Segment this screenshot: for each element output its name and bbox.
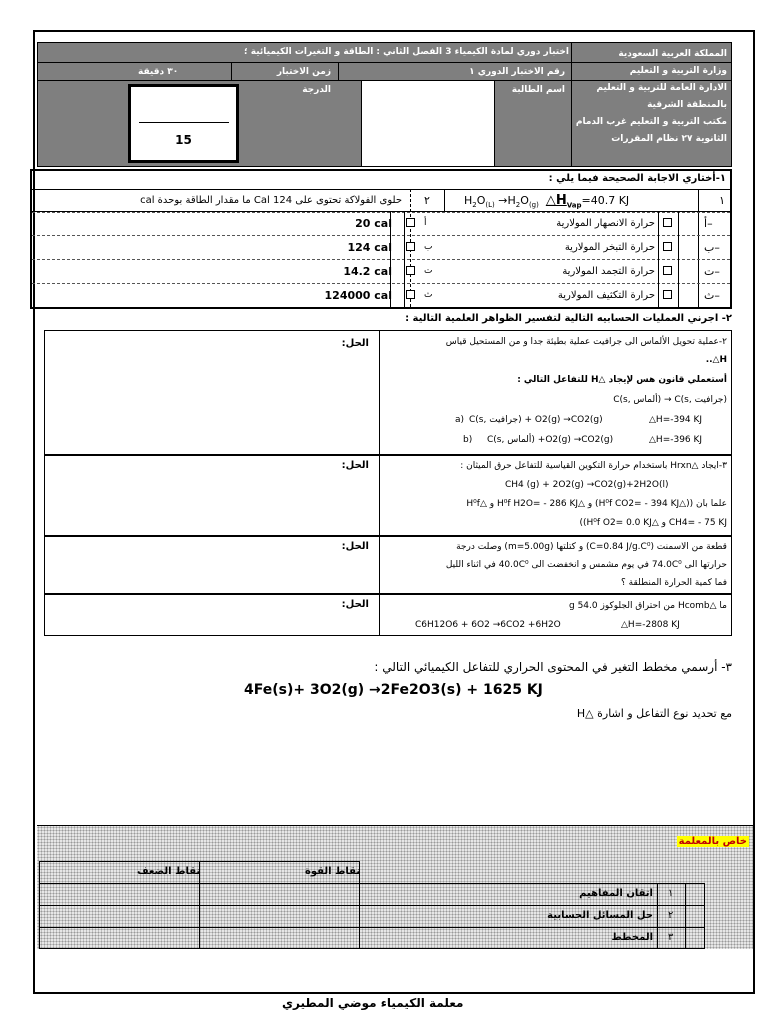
solution-label-3: الحل: bbox=[341, 541, 369, 552]
student-name-label: اسم الطالبة bbox=[511, 85, 565, 95]
p3-line2: حرارتها الى 74.0C⁰ في يوم مشمس و انخفضت الى 40.0C⁰ في اثناء الليل bbox=[445, 560, 727, 570]
q1-option-c-letter: ت– bbox=[704, 265, 720, 278]
q1-option2-b-text: 124 cal bbox=[347, 241, 392, 254]
q1-title: ١-أختاري الاجابة الصحيحة فيما يلي : bbox=[548, 173, 726, 184]
p1-eq2-dh: △H=-394 KJ bbox=[649, 415, 703, 425]
grade-box bbox=[128, 84, 239, 163]
teacher-row-2-text: حل المسائل الحسابية bbox=[547, 910, 653, 921]
q2-table bbox=[44, 330, 732, 636]
q1-option2-c-checkbox[interactable] bbox=[406, 266, 415, 275]
p3-line1: قطعة من الاسمنت (C=0.84 J/g.C⁰) و كتلتها (m=5.00g) وصلت درجة bbox=[456, 542, 727, 552]
q1-item2-num: ٢ bbox=[424, 194, 430, 207]
q1-option-b-checkbox[interactable] bbox=[663, 242, 672, 251]
teacher-row-3-text: المخطط bbox=[611, 932, 653, 943]
teacher-row-3-num: ٣ bbox=[668, 932, 674, 943]
p1-eq3-dh: △H=-396 KJ bbox=[649, 435, 703, 445]
p4-line1: ما △Hcomb من احتراق الجلوكوز 54.0 g bbox=[568, 601, 727, 611]
p1-line2: ..△H bbox=[705, 355, 727, 365]
q1-block bbox=[30, 169, 732, 309]
q3-equation: 4Fe(s)+ 3O2(g) →2Fe2O3(s) + 1625 KJ bbox=[244, 682, 543, 698]
q1-option-b-letter: ب– bbox=[704, 241, 720, 254]
p1-eq2: C(s, جرافيت) + O2(g) →CO2(g) bbox=[469, 415, 603, 425]
q1-item1-num: ١ bbox=[719, 194, 725, 207]
grade-total: 15 bbox=[175, 133, 192, 147]
q1-option2-b-checkbox[interactable] bbox=[406, 242, 415, 251]
q1-option-d-letter: ث– bbox=[704, 289, 720, 302]
exam-header bbox=[37, 42, 732, 167]
solution-label-4: الحل: bbox=[341, 599, 369, 610]
q2-title: ٢- اجرني العمليات الحسابيه التالية لتفسير الظواهر العلمية التالية : bbox=[405, 313, 732, 324]
solution-label-1: الحل: bbox=[341, 338, 369, 349]
p4-eq: C6H12O6 + 6O2 →6CO2 +6H2O bbox=[415, 620, 561, 630]
q1-option2-d-checkbox[interactable] bbox=[406, 290, 415, 299]
q1-option2-d-letter: ث bbox=[424, 290, 433, 300]
p3-line3: فما كمية الحرارة المنطلقة ؟ bbox=[621, 578, 727, 588]
exam-number-label: رقم الاختبار الدوري ١ bbox=[469, 67, 565, 77]
solution-label-2: الحل: bbox=[341, 460, 369, 471]
p1-eq1: C(s, ألماس) → C(s, جرافيت) bbox=[613, 395, 727, 405]
q1-option2-a-checkbox[interactable] bbox=[406, 218, 415, 227]
p2-line4: CH4= - 75 KJ و △H⁰f O2= 0.0 KJ)) bbox=[579, 518, 727, 528]
p1-eq3: C(s, ألماس) +O2(g) →CO2(g) bbox=[487, 435, 614, 445]
teacher-section bbox=[37, 825, 753, 949]
q1-option-c-checkbox[interactable] bbox=[663, 266, 672, 275]
strengths-label: نقاط القوة bbox=[305, 866, 361, 877]
header-line-6: الثانوية ٢٧ نظام المقررات bbox=[611, 134, 727, 144]
school-info bbox=[571, 43, 731, 166]
q1-option-d-checkbox[interactable] bbox=[663, 290, 672, 299]
teacher-signature: معلمة الكيمياء موضي المطيري bbox=[282, 996, 464, 1010]
q1-option-b-text: حرارة التبخر المولارية bbox=[564, 242, 655, 253]
header-line-5: مكتب التربية و التعليم غرب الدمام bbox=[575, 117, 727, 127]
exam-title: اختبار دوري لمادة الكيمياء 3 الفصل الثاني : الطاقة و التغيرات الكيميائية ؛ bbox=[244, 47, 569, 57]
q1-item1-value: =40.7 KJ bbox=[581, 194, 630, 207]
teacher-row-1-num: ١ bbox=[668, 888, 674, 899]
q1-option2-c-letter: ت bbox=[424, 266, 433, 276]
header-line-1: المملكة العربية السعودية bbox=[618, 49, 727, 59]
q1-item2-text: حلوى الفولاكة تحتوى على 124 Cal ما مقدار الطاقة بوحدة cal bbox=[140, 195, 402, 206]
p1-line1: ٢-عملية تحويل الألماس الى جرافيت عملية بطيئة جدا و من المستحيل قياس bbox=[445, 337, 727, 347]
q3-title: ٣- أرسمي مخطط التغير في المحتوى الحراري للتفاعل الكيميائي التالي : bbox=[374, 660, 732, 674]
q1-option2-a-letter: أ bbox=[424, 218, 427, 228]
q1-option-a-checkbox[interactable] bbox=[663, 218, 672, 227]
p2-line3: علما بان ((△H⁰f CO2= - 394 KJ) و △H⁰f H2O= - 286 KJ و △H⁰f bbox=[466, 499, 727, 509]
q1-option-a-letter: أ– bbox=[704, 217, 713, 230]
weaknesses-label: نقاط الضعف bbox=[137, 866, 201, 877]
q1-option2-b-letter: ب bbox=[424, 242, 433, 252]
p1-eq3-label: b) bbox=[463, 435, 473, 445]
time-value: ٣٠ دقيقة bbox=[138, 67, 179, 77]
q1-option2-d-text: 124000 cal bbox=[324, 289, 392, 302]
p2-line1: ٣-ايجاد △Hrxn باستخدام حرارة التكوين القياسية للتفاعل حرق الميثان : bbox=[460, 461, 727, 471]
grade-label: الدرجة bbox=[302, 85, 331, 95]
header-line-4: بالمنطقة الشرقية bbox=[647, 100, 727, 110]
time-label: زمن الاختبار bbox=[276, 67, 331, 77]
q1-option-d-text: حرارة التكثيف المولارية bbox=[557, 290, 655, 301]
p1-eq2-label: a) bbox=[455, 415, 465, 425]
student-name-field[interactable] bbox=[361, 81, 495, 166]
p4-dh: △H=-2808 KJ bbox=[621, 620, 680, 630]
teacher-label: خاص بالمعلمة bbox=[678, 836, 747, 847]
teacher-row-1-text: اتقان المفاهيم bbox=[579, 888, 653, 899]
teacher-row-2-num: ٢ bbox=[668, 910, 674, 921]
p2-eq: CH4 (g) + 2O2(g) →CO2(g)+2H2O(l) bbox=[505, 480, 669, 490]
p1-line3: أستعملي قانون هس لإيجاد △H للتفاعل التالي : bbox=[517, 375, 727, 385]
q1-option2-c-text: 14.2 cal bbox=[343, 265, 392, 278]
q3-note: مع تحديد نوع التفاعل و اشارة △H bbox=[576, 707, 732, 720]
header-line-3: الادارة العامة للتربية و التعليم bbox=[596, 83, 727, 93]
q1-option2-a-text: 20 cal bbox=[355, 217, 392, 230]
header-line-2: وزارة التربية و التعليم bbox=[629, 66, 727, 76]
q1-option-a-text: حرارة الانصهار المولارية bbox=[556, 218, 655, 229]
q1-item1-equation: $H_2O_{(L)} \to H_2O_{(g)}$ $\triangle H_{Vap}=40.7$ KJ bbox=[464, 193, 630, 210]
q1-option-c-text: حرارة التجمد المولارية bbox=[562, 266, 655, 277]
